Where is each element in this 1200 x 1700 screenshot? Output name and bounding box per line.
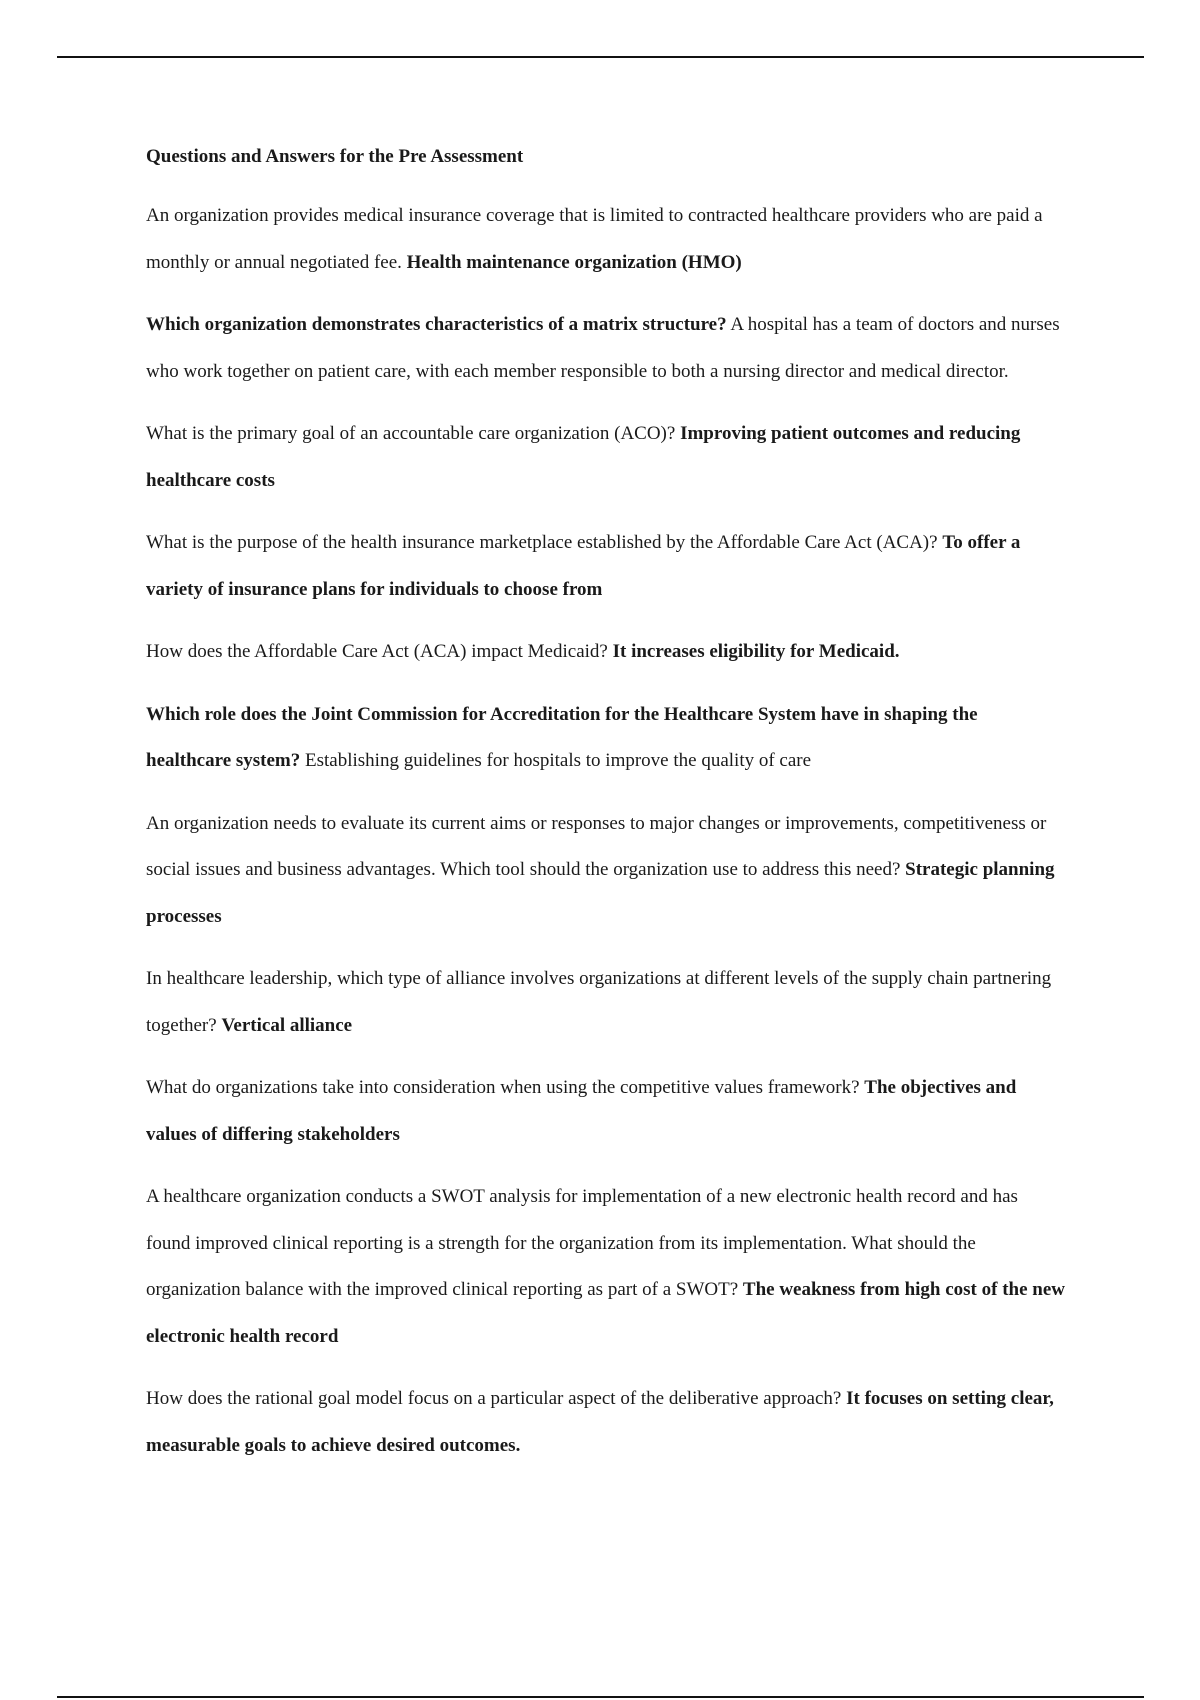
question-text: What is the purpose of the health insurance marketplace established by the Affordable Care Act (ACA)? — [146, 532, 938, 553]
qa-item-5 — [146, 629, 1066, 676]
answer-text: Vertical alliance — [221, 1014, 353, 1036]
qa-item-11 — [146, 1376, 1066, 1469]
qa-item-2 — [146, 302, 1066, 395]
question-text: An organization provides medical insurance coverage that is limited to contracted healthcare providers who are paid a monthly or annual negotiated fee. — [146, 205, 1043, 273]
answer-text: It focuses on setting clear, measurable goals to achieve desired outcomes. — [146, 1388, 1054, 1456]
answer-text: Strategic planning processes — [146, 859, 1055, 927]
document-body — [146, 142, 1066, 1485]
question-text: What do organizations take into consideration when using the competitive values framework? — [146, 1077, 860, 1098]
question-text: What is the primary goal of an accountable care organization (ACO)? — [146, 423, 676, 444]
answer-text: Health maintenance organization (HMO) — [406, 251, 742, 273]
question-text: How does the Affordable Care Act (ACA) impact Medicaid? — [146, 641, 608, 662]
qa-item-4 — [146, 520, 1066, 613]
qa-item-8 — [146, 956, 1066, 1049]
bottom-divider — [57, 1696, 1144, 1698]
question-text: Which organization demonstrates characteristics of a matrix structure? — [146, 314, 727, 335]
answer-text: The weakness from high cost of the new electronic health record — [146, 1279, 1066, 1347]
qa-item-6 — [146, 692, 1066, 785]
qa-item-9 — [146, 1065, 1066, 1158]
document-title: Questions and Answers for the Pre Assessment — [146, 146, 524, 167]
qa-item-1 — [146, 193, 1066, 286]
answer-text: A hospital has a team of doctors and nurses who work together on patient care, with each member responsible to both a nursing director and medical director. — [146, 314, 1060, 382]
qa-item-3 — [146, 411, 1066, 504]
answer-text: It increases eligibility for Medicaid. — [612, 641, 900, 662]
question-text: In healthcare leadership, which type of alliance involves organizations at different levels of the supply chain partnering together? — [146, 968, 1052, 1036]
question-text: An organization needs to evaluate its current aims or responses to major changes or improvements, competitiveness or social issues and business advantages. Which tool should the organization use to address this need? — [146, 812, 1047, 880]
answer-text: The objectives and values of differing stakeholders — [146, 1077, 1017, 1145]
answer-text: Establishing guidelines for hospitals to improve the quality of care — [305, 750, 812, 771]
question-text: Which role does the Joint Commission for Accreditation for the Healthcare System have in shaping the healthcare system? — [146, 703, 978, 771]
qa-item-10 — [146, 1174, 1066, 1360]
top-divider — [57, 56, 1144, 58]
answer-text: Improving patient outcomes and reducing healthcare costs — [146, 423, 1021, 491]
answer-text: To offer a variety of insurance plans for individuals to choose from — [146, 532, 1021, 600]
question-text: How does the rational goal model focus on a particular aspect of the deliberative approach? — [146, 1388, 842, 1409]
question-text: A healthcare organization conducts a SWOT analysis for implementation of a new electronic health record and has found improved clinical reporting is a strength for the organization from its implementation. What should the organization balance with the improved clinical reporting as part of a SWOT? — [146, 1186, 1018, 1300]
qa-item-7 — [146, 801, 1066, 941]
